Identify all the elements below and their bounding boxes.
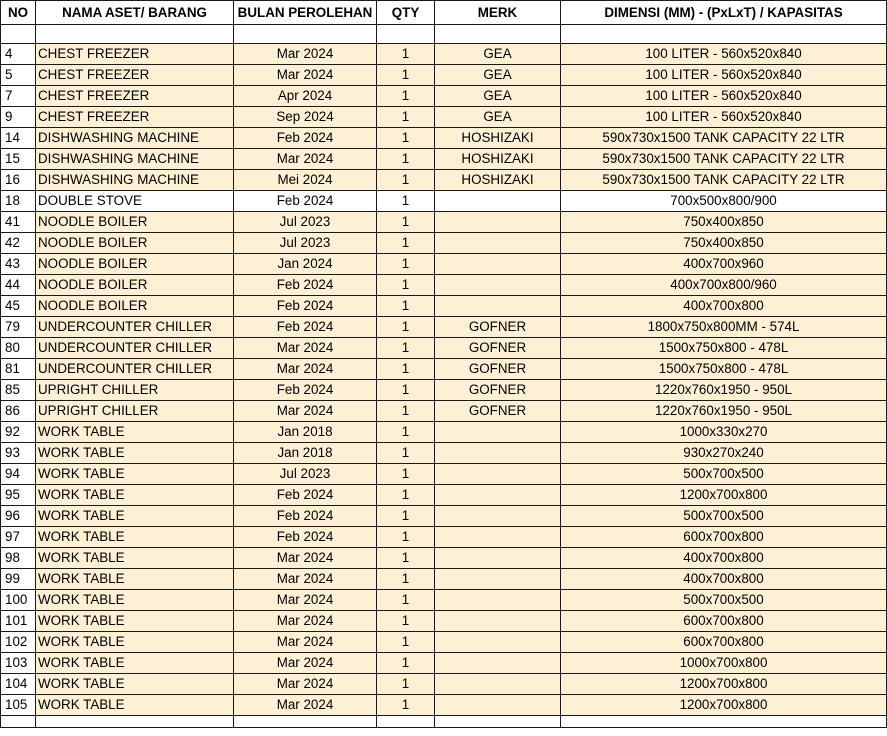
cell-dimension[interactable]: 400x700x800/960 bbox=[561, 275, 887, 296]
cell-merk[interactable] bbox=[435, 653, 561, 674]
cell-merk[interactable]: GOFNER bbox=[435, 401, 561, 422]
table-row bbox=[1, 401, 887, 422]
cell-acquisition-month[interactable]: Mar 2024 bbox=[234, 65, 377, 86]
cell-merk[interactable]: GEA bbox=[435, 107, 561, 128]
cell-no[interactable]: 98 bbox=[1, 548, 36, 569]
cell-qty[interactable]: 1 bbox=[377, 275, 435, 296]
cell-merk[interactable] bbox=[435, 695, 561, 716]
cell-dimension[interactable]: 590x730x1500 TANK CAPACITY 22 LTR bbox=[561, 128, 887, 149]
table-row bbox=[1, 128, 887, 149]
cell-no[interactable]: 41 bbox=[1, 212, 36, 233]
cell-qty[interactable]: 1 bbox=[377, 485, 435, 506]
cell-qty[interactable]: 1 bbox=[377, 590, 435, 611]
table-row bbox=[1, 254, 887, 275]
blank-cell[interactable] bbox=[234, 716, 377, 728]
table-row bbox=[1, 86, 887, 107]
table-row bbox=[1, 296, 887, 317]
cell-asset-name[interactable]: WORK TABLE bbox=[36, 632, 234, 653]
cell-no[interactable]: 97 bbox=[1, 527, 36, 548]
table-row bbox=[1, 275, 887, 296]
table-row bbox=[1, 170, 887, 191]
cell-asset-name[interactable]: UPRIGHT CHILLER bbox=[36, 380, 234, 401]
cell-qty[interactable]: 1 bbox=[377, 86, 435, 107]
cell-asset-name[interactable]: CHEST FREEZER bbox=[36, 44, 234, 65]
cell-no[interactable]: 42 bbox=[1, 233, 36, 254]
cell-no[interactable]: 94 bbox=[1, 464, 36, 485]
cell-qty[interactable]: 1 bbox=[377, 212, 435, 233]
cell-merk[interactable] bbox=[435, 569, 561, 590]
cell-qty[interactable]: 1 bbox=[377, 653, 435, 674]
table-row bbox=[1, 233, 887, 254]
blank-cell[interactable] bbox=[1, 25, 36, 44]
cell-acquisition-month[interactable]: Feb 2024 bbox=[234, 296, 377, 317]
blank-cell[interactable] bbox=[435, 25, 561, 44]
table-row bbox=[1, 107, 887, 128]
cell-asset-name[interactable]: WORK TABLE bbox=[36, 464, 234, 485]
cell-merk[interactable] bbox=[435, 506, 561, 527]
cell-merk[interactable] bbox=[435, 674, 561, 695]
header-row bbox=[1, 1, 887, 25]
blank-cell[interactable] bbox=[435, 716, 561, 728]
table-row bbox=[1, 44, 887, 65]
cell-dimension[interactable]: 600x700x800 bbox=[561, 527, 887, 548]
table-row bbox=[1, 338, 887, 359]
cell-qty[interactable]: 1 bbox=[377, 380, 435, 401]
cell-qty[interactable]: 1 bbox=[377, 233, 435, 254]
cell-dimension[interactable]: 1800x750x800MM - 574L bbox=[561, 317, 887, 338]
cell-asset-name[interactable]: WORK TABLE bbox=[36, 590, 234, 611]
cell-acquisition-month[interactable]: Feb 2024 bbox=[234, 317, 377, 338]
blank-cell[interactable] bbox=[377, 716, 435, 728]
cell-no[interactable]: 44 bbox=[1, 275, 36, 296]
header-dim[interactable]: DIMENSI (MM) - (PxLxT) / KAPASITAS bbox=[561, 1, 887, 25]
cell-acquisition-month[interactable]: Feb 2024 bbox=[234, 380, 377, 401]
cell-acquisition-month[interactable]: Feb 2024 bbox=[234, 191, 377, 212]
cell-no[interactable]: 14 bbox=[1, 128, 36, 149]
cell-qty[interactable]: 1 bbox=[377, 464, 435, 485]
cell-dimension[interactable]: 590x730x1500 TANK CAPACITY 22 LTR bbox=[561, 149, 887, 170]
cell-asset-name[interactable]: DISHWASHING MACHINE bbox=[36, 170, 234, 191]
cell-merk[interactable] bbox=[435, 611, 561, 632]
cell-merk[interactable]: GEA bbox=[435, 86, 561, 107]
cell-asset-name[interactable]: NOODLE BOILER bbox=[36, 296, 234, 317]
blank-cell[interactable] bbox=[234, 25, 377, 44]
cell-acquisition-month[interactable]: Mar 2024 bbox=[234, 590, 377, 611]
cell-no[interactable]: 5 bbox=[1, 65, 36, 86]
cell-acquisition-month[interactable]: Mar 2024 bbox=[234, 44, 377, 65]
blank-row bbox=[1, 716, 887, 728]
cell-no[interactable]: 105 bbox=[1, 695, 36, 716]
cell-merk[interactable] bbox=[435, 632, 561, 653]
cell-acquisition-month[interactable]: Mar 2024 bbox=[234, 569, 377, 590]
cell-dimension[interactable]: 500x700x500 bbox=[561, 590, 887, 611]
cell-acquisition-month[interactable]: Sep 2024 bbox=[234, 107, 377, 128]
cell-asset-name[interactable]: NOODLE BOILER bbox=[36, 233, 234, 254]
cell-asset-name[interactable]: CHEST FREEZER bbox=[36, 107, 234, 128]
cell-acquisition-month[interactable]: Mar 2024 bbox=[234, 653, 377, 674]
cell-asset-name[interactable]: UNDERCOUNTER CHILLER bbox=[36, 359, 234, 380]
cell-acquisition-month[interactable]: Jul 2023 bbox=[234, 212, 377, 233]
table-row bbox=[1, 149, 887, 170]
cell-qty[interactable]: 1 bbox=[377, 338, 435, 359]
cell-asset-name[interactable]: DOUBLE STOVE bbox=[36, 191, 234, 212]
cell-qty[interactable]: 1 bbox=[377, 44, 435, 65]
cell-acquisition-month[interactable]: Jan 2018 bbox=[234, 422, 377, 443]
cell-qty[interactable]: 1 bbox=[377, 107, 435, 128]
cell-qty[interactable]: 1 bbox=[377, 695, 435, 716]
cell-acquisition-month[interactable]: Jan 2024 bbox=[234, 254, 377, 275]
cell-merk[interactable]: GEA bbox=[435, 65, 561, 86]
cell-asset-name[interactable]: CHEST FREEZER bbox=[36, 65, 234, 86]
cell-merk[interactable]: GOFNER bbox=[435, 338, 561, 359]
cell-acquisition-month[interactable]: Feb 2024 bbox=[234, 128, 377, 149]
cell-merk[interactable] bbox=[435, 527, 561, 548]
cell-dimension[interactable]: 100 LITER - 560x520x840 bbox=[561, 86, 887, 107]
cell-no[interactable]: 99 bbox=[1, 569, 36, 590]
cell-acquisition-month[interactable]: Mar 2024 bbox=[234, 548, 377, 569]
cell-asset-name[interactable]: WORK TABLE bbox=[36, 548, 234, 569]
cell-qty[interactable]: 1 bbox=[377, 296, 435, 317]
table-row bbox=[1, 65, 887, 86]
table-row bbox=[1, 674, 887, 695]
cell-qty[interactable]: 1 bbox=[377, 632, 435, 653]
cell-qty[interactable]: 1 bbox=[377, 548, 435, 569]
blank-cell[interactable] bbox=[1, 716, 36, 728]
cell-merk[interactable] bbox=[435, 485, 561, 506]
blank-cell[interactable] bbox=[377, 25, 435, 44]
cell-merk[interactable]: GOFNER bbox=[435, 380, 561, 401]
cell-acquisition-month[interactable]: Jan 2018 bbox=[234, 443, 377, 464]
cell-qty[interactable]: 1 bbox=[377, 674, 435, 695]
cell-acquisition-month[interactable]: Feb 2024 bbox=[234, 506, 377, 527]
cell-no[interactable]: 85 bbox=[1, 380, 36, 401]
table-row bbox=[1, 632, 887, 653]
cell-merk[interactable] bbox=[435, 464, 561, 485]
table-row bbox=[1, 191, 887, 212]
cell-no[interactable]: 103 bbox=[1, 653, 36, 674]
cell-asset-name[interactable]: CHEST FREEZER bbox=[36, 86, 234, 107]
cell-dimension[interactable]: 400x700x800 bbox=[561, 569, 887, 590]
header-qty[interactable]: QTY bbox=[377, 1, 435, 25]
cell-dimension[interactable]: 500x700x500 bbox=[561, 464, 887, 485]
cell-no[interactable]: 9 bbox=[1, 107, 36, 128]
cell-acquisition-month[interactable]: Mar 2024 bbox=[234, 674, 377, 695]
header-no[interactable]: NO bbox=[1, 1, 36, 25]
cell-asset-name[interactable]: WORK TABLE bbox=[36, 653, 234, 674]
table-row bbox=[1, 380, 887, 401]
cell-dimension[interactable]: 590x730x1500 TANK CAPACITY 22 LTR bbox=[561, 170, 887, 191]
cell-dimension[interactable]: 100 LITER - 560x520x840 bbox=[561, 65, 887, 86]
cell-merk[interactable] bbox=[435, 254, 561, 275]
cell-dimension[interactable]: 400x700x960 bbox=[561, 254, 887, 275]
table-row bbox=[1, 443, 887, 464]
cell-merk[interactable] bbox=[435, 212, 561, 233]
cell-merk[interactable] bbox=[435, 443, 561, 464]
cell-dimension[interactable]: 600x700x800 bbox=[561, 632, 887, 653]
cell-no[interactable]: 80 bbox=[1, 338, 36, 359]
cell-asset-name[interactable]: DISHWASHING MACHINE bbox=[36, 128, 234, 149]
cell-acquisition-month[interactable]: Mar 2024 bbox=[234, 695, 377, 716]
cell-merk[interactable]: HOSHIZAKI bbox=[435, 170, 561, 191]
cell-dimension[interactable]: 1200x700x800 bbox=[561, 674, 887, 695]
blank-row bbox=[1, 25, 887, 44]
cell-merk[interactable]: HOSHIZAKI bbox=[435, 128, 561, 149]
cell-acquisition-month[interactable]: Mar 2024 bbox=[234, 359, 377, 380]
header-name[interactable]: NAMA ASET/ BARANG bbox=[36, 1, 234, 25]
cell-no[interactable]: 4 bbox=[1, 44, 36, 65]
cell-asset-name[interactable]: WORK TABLE bbox=[36, 695, 234, 716]
table-row bbox=[1, 464, 887, 485]
blank-cell[interactable] bbox=[36, 716, 234, 728]
cell-qty[interactable]: 1 bbox=[377, 569, 435, 590]
cell-asset-name[interactable]: UNDERCOUNTER CHILLER bbox=[36, 338, 234, 359]
cell-asset-name[interactable]: UNDERCOUNTER CHILLER bbox=[36, 317, 234, 338]
table-row bbox=[1, 653, 887, 674]
table-row bbox=[1, 506, 887, 527]
cell-acquisition-month[interactable]: Feb 2024 bbox=[234, 527, 377, 548]
cell-merk[interactable] bbox=[435, 296, 561, 317]
cell-dimension[interactable]: 1220x760x1950 - 950L bbox=[561, 380, 887, 401]
cell-asset-name[interactable]: WORK TABLE bbox=[36, 527, 234, 548]
cell-merk[interactable] bbox=[435, 191, 561, 212]
cell-qty[interactable]: 1 bbox=[377, 149, 435, 170]
cell-acquisition-month[interactable]: Feb 2024 bbox=[234, 485, 377, 506]
cell-dimension[interactable]: 600x700x800 bbox=[561, 611, 887, 632]
cell-asset-name[interactable]: WORK TABLE bbox=[36, 443, 234, 464]
cell-acquisition-month[interactable]: Mar 2024 bbox=[234, 401, 377, 422]
cell-asset-name[interactable]: UPRIGHT CHILLER bbox=[36, 401, 234, 422]
blank-cell[interactable] bbox=[36, 25, 234, 44]
cell-merk[interactable] bbox=[435, 548, 561, 569]
table-row bbox=[1, 695, 887, 716]
cell-asset-name[interactable]: WORK TABLE bbox=[36, 506, 234, 527]
cell-dimension[interactable]: 750x400x850 bbox=[561, 233, 887, 254]
table-row bbox=[1, 485, 887, 506]
cell-qty[interactable]: 1 bbox=[377, 506, 435, 527]
table-row bbox=[1, 611, 887, 632]
cell-qty[interactable]: 1 bbox=[377, 65, 435, 86]
cell-dimension[interactable]: 750x400x850 bbox=[561, 212, 887, 233]
cell-dimension[interactable]: 1000x330x270 bbox=[561, 422, 887, 443]
cell-qty[interactable]: 1 bbox=[377, 170, 435, 191]
cell-dimension[interactable]: 1500x750x800 - 478L bbox=[561, 359, 887, 380]
cell-merk[interactable]: GEA bbox=[435, 44, 561, 65]
table-row bbox=[1, 569, 887, 590]
cell-dimension[interactable]: 100 LITER - 560x520x840 bbox=[561, 107, 887, 128]
cell-dimension[interactable]: 1500x750x800 - 478L bbox=[561, 338, 887, 359]
cell-asset-name[interactable]: NOODLE BOILER bbox=[36, 275, 234, 296]
cell-acquisition-month[interactable]: Apr 2024 bbox=[234, 86, 377, 107]
cell-dimension[interactable]: 1200x700x800 bbox=[561, 485, 887, 506]
table-body bbox=[1, 25, 887, 728]
cell-no[interactable]: 45 bbox=[1, 296, 36, 317]
cell-asset-name[interactable]: DISHWASHING MACHINE bbox=[36, 149, 234, 170]
cell-no[interactable]: 96 bbox=[1, 506, 36, 527]
cell-asset-name[interactable]: NOODLE BOILER bbox=[36, 254, 234, 275]
cell-qty[interactable]: 1 bbox=[377, 359, 435, 380]
cell-qty[interactable]: 1 bbox=[377, 128, 435, 149]
cell-asset-name[interactable]: WORK TABLE bbox=[36, 674, 234, 695]
cell-dimension[interactable]: 1220x760x1950 - 950L bbox=[561, 401, 887, 422]
table-row bbox=[1, 212, 887, 233]
cell-qty[interactable]: 1 bbox=[377, 317, 435, 338]
cell-acquisition-month[interactable]: Mar 2024 bbox=[234, 632, 377, 653]
cell-no[interactable]: 81 bbox=[1, 359, 36, 380]
cell-asset-name[interactable]: WORK TABLE bbox=[36, 611, 234, 632]
cell-dimension[interactable]: 1000x700x800 bbox=[561, 653, 887, 674]
blank-cell[interactable] bbox=[561, 25, 887, 44]
cell-acquisition-month[interactable]: Mar 2024 bbox=[234, 338, 377, 359]
cell-no[interactable]: 16 bbox=[1, 170, 36, 191]
cell-qty[interactable]: 1 bbox=[377, 401, 435, 422]
cell-dimension[interactable]: 700x500x800/900 bbox=[561, 191, 887, 212]
table-row bbox=[1, 527, 887, 548]
cell-merk[interactable]: HOSHIZAKI bbox=[435, 149, 561, 170]
header-merk[interactable]: MERK bbox=[435, 1, 561, 25]
cell-no[interactable]: 101 bbox=[1, 611, 36, 632]
cell-no[interactable]: 86 bbox=[1, 401, 36, 422]
cell-dimension[interactable]: 400x700x800 bbox=[561, 548, 887, 569]
cell-merk[interactable] bbox=[435, 590, 561, 611]
cell-no[interactable]: 95 bbox=[1, 485, 36, 506]
cell-asset-name[interactable]: WORK TABLE bbox=[36, 569, 234, 590]
cell-acquisition-month[interactable]: Jul 2023 bbox=[234, 233, 377, 254]
table-row bbox=[1, 359, 887, 380]
cell-qty[interactable]: 1 bbox=[377, 527, 435, 548]
cell-acquisition-month[interactable]: Mar 2024 bbox=[234, 611, 377, 632]
cell-dimension[interactable]: 100 LITER - 560x520x840 bbox=[561, 44, 887, 65]
cell-asset-name[interactable]: WORK TABLE bbox=[36, 485, 234, 506]
cell-no[interactable]: 79 bbox=[1, 317, 36, 338]
table-row bbox=[1, 317, 887, 338]
cell-acquisition-month[interactable]: Mar 2024 bbox=[234, 149, 377, 170]
cell-merk[interactable]: GOFNER bbox=[435, 317, 561, 338]
cell-qty[interactable]: 1 bbox=[377, 443, 435, 464]
cell-no[interactable]: 100 bbox=[1, 590, 36, 611]
cell-qty[interactable]: 1 bbox=[377, 422, 435, 443]
cell-no[interactable]: 93 bbox=[1, 443, 36, 464]
table-row bbox=[1, 548, 887, 569]
cell-dimension[interactable]: 930x270x240 bbox=[561, 443, 887, 464]
cell-acquisition-month[interactable]: Feb 2024 bbox=[234, 275, 377, 296]
cell-merk[interactable] bbox=[435, 275, 561, 296]
cell-acquisition-month[interactable]: Jul 2023 bbox=[234, 464, 377, 485]
cell-no[interactable]: 15 bbox=[1, 149, 36, 170]
table-row bbox=[1, 590, 887, 611]
cell-merk[interactable] bbox=[435, 422, 561, 443]
cell-no[interactable]: 7 bbox=[1, 86, 36, 107]
cell-no[interactable]: 102 bbox=[1, 632, 36, 653]
header-month[interactable]: BULAN PEROLEHAN bbox=[234, 1, 377, 25]
cell-asset-name[interactable]: WORK TABLE bbox=[36, 422, 234, 443]
cell-merk[interactable] bbox=[435, 233, 561, 254]
cell-merk[interactable]: GOFNER bbox=[435, 359, 561, 380]
cell-acquisition-month[interactable]: Mei 2024 bbox=[234, 170, 377, 191]
cell-qty[interactable]: 1 bbox=[377, 191, 435, 212]
cell-qty[interactable]: 1 bbox=[377, 254, 435, 275]
table-row bbox=[1, 422, 887, 443]
cell-qty[interactable]: 1 bbox=[377, 611, 435, 632]
cell-no[interactable]: 92 bbox=[1, 422, 36, 443]
cell-no[interactable]: 18 bbox=[1, 191, 36, 212]
cell-dimension[interactable]: 400x700x800 bbox=[561, 296, 887, 317]
blank-cell[interactable] bbox=[561, 716, 887, 728]
cell-no[interactable]: 104 bbox=[1, 674, 36, 695]
cell-dimension[interactable]: 1200x700x800 bbox=[561, 695, 887, 716]
cell-asset-name[interactable]: NOODLE BOILER bbox=[36, 212, 234, 233]
cell-dimension[interactable]: 500x700x500 bbox=[561, 506, 887, 527]
cell-no[interactable]: 43 bbox=[1, 254, 36, 275]
